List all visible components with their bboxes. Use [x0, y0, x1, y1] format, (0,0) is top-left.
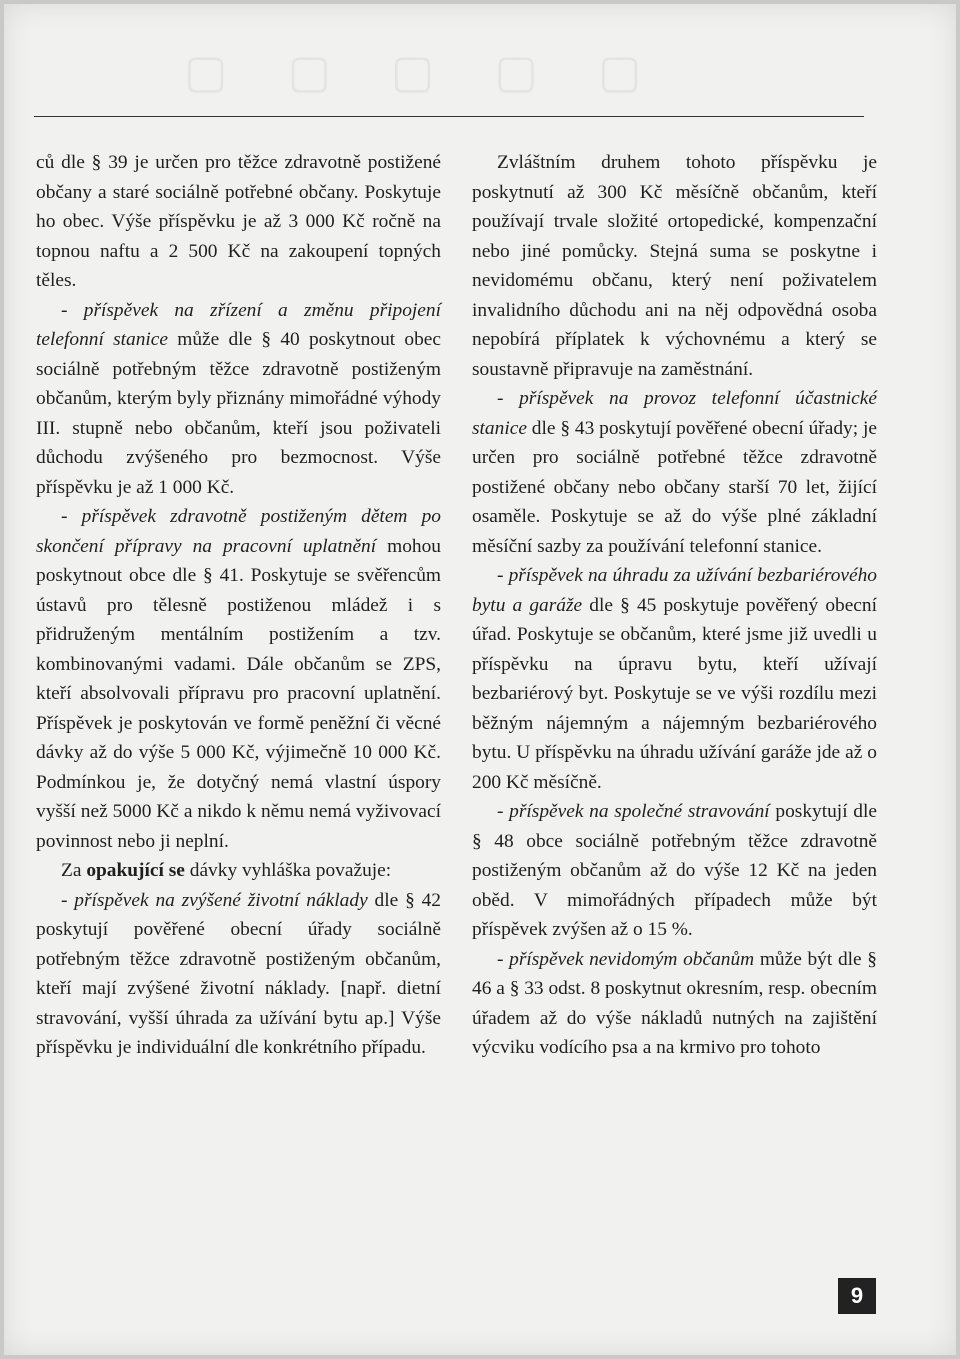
benefit-title: - příspěvek na společné stravování	[497, 801, 770, 822]
paragraph: ců dle § 39 je určen pro těžce zdravotně postižené občany a staré sociálně potřebné občany. Poskytuje ho obec. Výše příspěvku je až 3 000 Kč ročně na topnou naftu a 2 500 Kč na zakoupení topných těles.	[36, 152, 441, 291]
page-number: 9	[838, 1278, 876, 1314]
paragraph: - příspěvek na úhradu za užívání bezbariérového bytu a garáže dle § 45 poskytuje pověřený obecní úřad. Poskytuje se občanům, které jsme již uvedli u příspěvku na úpravu bytu, kteří užívají bezbariérový byt. Poskytuje se ve výši rozdílu mezi běžným nájemným a nájemným bezbariérového bytu. U příspěvku na úhradu užívání garáže jde až o 200 Kč měsíčně.	[472, 565, 878, 793]
left-column	[36, 148, 441, 1063]
benefit-title: - příspěvek zdravotně postiženým dětem po skončení přípravy na pracovní uplatnění	[36, 506, 441, 557]
benefit-title: - příspěvek na zřízení a změnu připojení telefonní stanice	[36, 299, 441, 350]
bleed-through-artifact: ▢▢▢▢▢	[184, 45, 702, 97]
benefit-title: - příspěvek na úhradu za užívání bezbariérového bytu a garáže	[472, 565, 877, 616]
bold-term: opakující se	[86, 860, 185, 881]
benefit-title: - příspěvek na zvýšené životní náklady	[61, 889, 368, 911]
document-page	[4, 4, 956, 1355]
benefit-title: - příspěvek na provoz telefonní účastnické stanice	[472, 388, 877, 439]
right-column	[472, 148, 877, 1063]
paragraph: Zvláštním druhem tohoto příspěvku je poskytnutí až 300 Kč měsíčně občanům, kteří používají trvale složité ortopedické, kompenzační nebo jiné pomůcky. Stejná suma se poskytne i nevidomému občanu, který není poživatelem invalidního důchodu ani na něj odpovědná osoba nepobírá příplatek k výchovnému a který se soustavně připravuje na zaměstnání.	[472, 152, 877, 380]
paragraph: - příspěvek na zřízení a změnu připojení telefonní stanice může dle § 40 poskytnout obec sociálně potřebným těžce zdravotně postiženým občanům, kterým byly přiznány mimořádné výhody III. stupně nebo občanům, kteří jsou poživateli důchodu zvýšeného pro bezmocnost. Výše příspěvku je až 1 000 Kč.	[36, 299, 441, 498]
benefit-title: - příspěvek nevidomým občanům	[497, 948, 755, 970]
paragraph: Za opakující se dávky vyhláška považuje:	[61, 860, 392, 881]
paragraph: - příspěvek na společné stravování poskytují dle § 48 obce sociálně potřebným těžce zdravotně postiženým občanům až do výše 12 Kč na jeden oběd. V mimořádných případech může být příspěvek zvýšen až o 15 %.	[472, 801, 877, 940]
paragraph: - příspěvek na zvýšené životní náklady dle § 42 poskytují pověřené obecní úřady sociálně potřebným těžce zdravotně postiženým občanům, kteří mají zvýšené životní náklady. [např. dietní stravování, vyšší úhrada za užívání bytu ap.] Výše příspěvku je individuální dle konkrétního případu.	[36, 889, 441, 1058]
paragraph: - příspěvek na provoz telefonní účastnické stanice dle § 43 poskytují pověřené obecní úřady; je určen pro sociálně potřebné těžce zdravotně postižené občany nebo občany starší 70 let, žijící osaměle. Poskytuje se až do výše plné základní měsíční sazby za používání telefonní stanice.	[472, 388, 877, 557]
header-rule	[34, 116, 864, 117]
paragraph: - příspěvek nevidomým občanům může být dle § 46 a § 33 odst. 8 poskytnut okresním, resp. obecním úřadem až do výše nákladů nutných na zajištění výcviku vodícího psa a na krmivo pro tohoto	[472, 948, 878, 1058]
paragraph: - příspěvek zdravotně postiženým dětem po skončení přípravy na pracovní uplatnění mohou poskytnout obce dle § 41. Poskytuje se svěřencům ústavů pro tělesně postiženou mládež i s přidruženým mentálním postižením a tzv. kombinovanými vadami. Dále občanům se ZPS, kteří absolvovali přípravu pro pracovní uplatnění. Příspěvek je poskytován ve formě peněžní či věcné dávky až do výše 5 000 Kč, výjimečně 10 000 Kč. Podmínkou je, že dotyčný nemá vlastní úspory vyšší než 5000 Kč a nikdo k němu nemá vyživovací povinnost nebo ji neplní.	[36, 506, 441, 852]
